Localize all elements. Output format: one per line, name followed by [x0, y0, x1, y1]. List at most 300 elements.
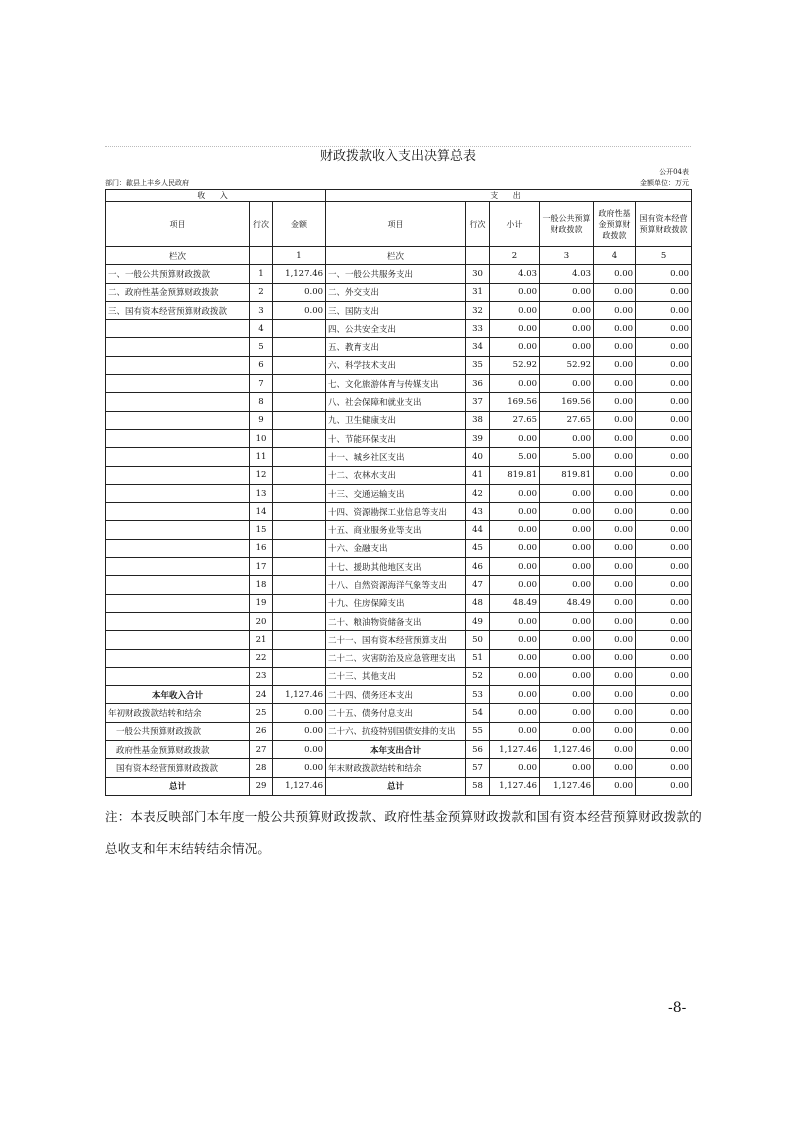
subtotal-cell: 1,127.46 — [490, 777, 540, 795]
expense-line-cell: 55 — [466, 722, 490, 740]
expense-line-cell: 57 — [466, 759, 490, 777]
general-budget-cell: 1,127.46 — [540, 741, 594, 759]
general-budget-cell: 169.56 — [540, 393, 594, 411]
expense-item-cell: 十九、住房保障支出 — [326, 594, 466, 612]
subtotal-cell: 819.81 — [490, 466, 540, 484]
subtotal-cell: 0.00 — [490, 429, 540, 447]
general-budget-cell: 0.00 — [540, 301, 594, 319]
column-header-row — [106, 202, 692, 247]
col-label-expense: 栏次 — [326, 247, 466, 265]
expense-item-cell: 总计 — [326, 777, 466, 795]
table-row — [106, 704, 692, 722]
income-line-cell: 5 — [250, 338, 273, 356]
income-amount-cell: 0.00 — [273, 704, 326, 722]
gov-fund-cell: 0.00 — [594, 356, 636, 374]
expense-line-cell: 51 — [466, 649, 490, 667]
income-amount-cell — [273, 631, 326, 649]
expense-item-cell: 十五、商业服务业等支出 — [326, 521, 466, 539]
header-income-item: 项目 — [106, 202, 250, 247]
general-budget-cell: 0.00 — [540, 576, 594, 594]
report-sheet — [105, 146, 691, 796]
general-budget-cell: 0.00 — [540, 612, 594, 630]
subtotal-cell: 0.00 — [490, 704, 540, 722]
general-budget-cell: 0.00 — [540, 338, 594, 356]
soe-budget-cell: 0.00 — [636, 722, 692, 740]
income-item-cell — [106, 631, 250, 649]
income-amount-cell — [273, 594, 326, 612]
table-row — [106, 484, 692, 502]
soe-budget-cell: 0.00 — [636, 338, 692, 356]
expense-line-cell: 30 — [466, 265, 490, 283]
gov-fund-cell: 0.00 — [594, 777, 636, 795]
header-expense-line: 行次 — [466, 202, 490, 247]
expense-line-cell: 45 — [466, 539, 490, 557]
col-number-2: 2 — [490, 247, 540, 265]
income-amount-cell — [273, 466, 326, 484]
general-budget-cell: 0.00 — [540, 539, 594, 557]
income-line-cell: 16 — [250, 539, 273, 557]
expense-line-cell: 42 — [466, 484, 490, 502]
income-line-cell: 14 — [250, 503, 273, 521]
soe-budget-cell: 0.00 — [636, 503, 692, 521]
header-expense-item: 项目 — [326, 202, 466, 247]
expense-item-cell: 二十一、国有资本经营预算支出 — [326, 631, 466, 649]
soe-budget-cell: 0.00 — [636, 686, 692, 704]
income-item-cell — [106, 393, 250, 411]
income-line-cell: 20 — [250, 612, 273, 630]
gov-fund-cell: 0.00 — [594, 759, 636, 777]
income-line-cell: 18 — [250, 576, 273, 594]
soe-budget-cell: 0.00 — [636, 521, 692, 539]
table-row — [106, 741, 692, 759]
income-item-cell: 一般公共预算财政拨款 — [106, 722, 250, 740]
expense-item-cell: 二十六、抗疫特别国债安排的支出 — [326, 722, 466, 740]
gov-fund-cell: 0.00 — [594, 686, 636, 704]
income-item-cell — [106, 320, 250, 338]
header-gov-fund: 政府性基金预算财政拨款 — [594, 202, 636, 247]
income-item-cell — [106, 612, 250, 630]
table-row — [106, 558, 692, 576]
expense-item-cell: 三、国防支出 — [326, 301, 466, 319]
expense-line-cell: 48 — [466, 594, 490, 612]
soe-budget-cell: 0.00 — [636, 265, 692, 283]
subtotal-cell: 0.00 — [490, 612, 540, 630]
income-item-cell: 年初财政拨款结转和结余 — [106, 704, 250, 722]
income-amount-cell — [273, 667, 326, 685]
income-amount-cell: 0.00 — [273, 283, 326, 301]
income-line-cell: 19 — [250, 594, 273, 612]
header-income-amount: 金额 — [273, 202, 326, 247]
expense-line-cell: 31 — [466, 283, 490, 301]
expense-item-cell: 十七、援助其他地区支出 — [326, 558, 466, 576]
header-soe-budget: 国有资本经营预算财政拨款 — [636, 202, 692, 247]
general-budget-cell: 27.65 — [540, 411, 594, 429]
income-amount-cell — [273, 521, 326, 539]
general-budget-cell: 0.00 — [540, 631, 594, 649]
income-item-cell: 二、政府性基金预算财政拨款 — [106, 283, 250, 301]
expense-item-cell: 二十、粮油物资储备支出 — [326, 612, 466, 630]
income-amount-cell — [273, 375, 326, 393]
general-budget-cell: 4.03 — [540, 265, 594, 283]
general-budget-cell: 52.92 — [540, 356, 594, 374]
expense-line-cell: 47 — [466, 576, 490, 594]
gov-fund-cell: 0.00 — [594, 484, 636, 502]
table-row — [106, 686, 692, 704]
subtotal-cell: 0.00 — [490, 375, 540, 393]
income-item-cell — [106, 484, 250, 502]
income-line-cell: 21 — [250, 631, 273, 649]
expense-line-cell: 39 — [466, 429, 490, 447]
income-item-cell — [106, 503, 250, 521]
col-number-5: 5 — [636, 247, 692, 265]
income-item-cell — [106, 594, 250, 612]
expense-item-cell: 二十三、其他支出 — [326, 667, 466, 685]
expense-line-cell: 37 — [466, 393, 490, 411]
table-row — [106, 448, 692, 466]
soe-budget-cell: 0.00 — [636, 612, 692, 630]
income-amount-cell — [273, 356, 326, 374]
table-row — [106, 283, 692, 301]
expense-item-cell: 十、节能环保支出 — [326, 429, 466, 447]
expense-item-cell: 二十五、债务付息支出 — [326, 704, 466, 722]
gov-fund-cell: 0.00 — [594, 393, 636, 411]
expense-line-cell: 34 — [466, 338, 490, 356]
income-line-cell: 9 — [250, 411, 273, 429]
income-item-cell — [106, 356, 250, 374]
expense-line-cell: 56 — [466, 741, 490, 759]
general-budget-cell: 0.00 — [540, 759, 594, 777]
subtotal-cell: 27.65 — [490, 411, 540, 429]
gov-fund-cell: 0.00 — [594, 448, 636, 466]
expense-line-cell: 58 — [466, 777, 490, 795]
income-item-cell — [106, 448, 250, 466]
gov-fund-cell: 0.00 — [594, 631, 636, 649]
subtotal-cell: 0.00 — [490, 558, 540, 576]
subtotal-cell: 0.00 — [490, 649, 540, 667]
gov-fund-cell: 0.00 — [594, 741, 636, 759]
column-number-row — [106, 247, 692, 265]
income-line-cell: 25 — [250, 704, 273, 722]
soe-budget-cell: 0.00 — [636, 649, 692, 667]
income-amount-cell — [273, 393, 326, 411]
income-line-cell: 17 — [250, 558, 273, 576]
expense-item-cell: 二、外交支出 — [326, 283, 466, 301]
income-amount-cell — [273, 649, 326, 667]
expense-item-cell: 十三、交通运输支出 — [326, 484, 466, 502]
soe-budget-cell: 0.00 — [636, 558, 692, 576]
income-line-cell: 29 — [250, 777, 273, 795]
income-amount-cell: 0.00 — [273, 301, 326, 319]
header-general-budget: 一般公共预算财政拨款 — [540, 202, 594, 247]
general-budget-cell: 5.00 — [540, 448, 594, 466]
table-row — [106, 375, 692, 393]
general-budget-cell: 0.00 — [540, 429, 594, 447]
income-line-cell: 7 — [250, 375, 273, 393]
subtotal-cell: 52.92 — [490, 356, 540, 374]
col-blank — [466, 247, 490, 265]
expense-item-cell: 八、社会保障和就业支出 — [326, 393, 466, 411]
income-item-cell: 一、一般公共预算财政拨款 — [106, 265, 250, 283]
expense-line-cell: 43 — [466, 503, 490, 521]
table-row — [106, 594, 692, 612]
income-line-cell: 13 — [250, 484, 273, 502]
income-amount-cell — [273, 576, 326, 594]
soe-budget-cell: 0.00 — [636, 539, 692, 557]
gov-fund-cell: 0.00 — [594, 265, 636, 283]
expense-line-cell: 50 — [466, 631, 490, 649]
table-row — [106, 667, 692, 685]
table-row — [106, 393, 692, 411]
gov-fund-cell: 0.00 — [594, 320, 636, 338]
gov-fund-cell: 0.00 — [594, 612, 636, 630]
expense-item-cell: 五、教育支出 — [326, 338, 466, 356]
income-line-cell: 6 — [250, 356, 273, 374]
department-row — [105, 178, 691, 189]
gov-fund-cell: 0.00 — [594, 301, 636, 319]
gov-fund-cell: 0.00 — [594, 594, 636, 612]
expense-item-cell: 年末财政拨款结转和结余 — [326, 759, 466, 777]
income-amount-cell: 1,127.46 — [273, 265, 326, 283]
expense-item-cell: 四、公共安全支出 — [326, 320, 466, 338]
budget-table — [105, 189, 692, 796]
table-row — [106, 521, 692, 539]
col-number-3: 3 — [540, 247, 594, 265]
header-subtotal: 小计 — [490, 202, 540, 247]
expense-line-cell: 35 — [466, 356, 490, 374]
income-amount-cell: 1,127.46 — [273, 686, 326, 704]
gov-fund-cell: 0.00 — [594, 503, 636, 521]
expense-line-cell: 40 — [466, 448, 490, 466]
gov-fund-cell: 0.00 — [594, 466, 636, 484]
gov-fund-cell: 0.00 — [594, 667, 636, 685]
table-row — [106, 759, 692, 777]
soe-budget-cell: 0.00 — [636, 301, 692, 319]
table-row — [106, 338, 692, 356]
gov-fund-cell: 0.00 — [594, 704, 636, 722]
expense-line-cell: 33 — [466, 320, 490, 338]
general-budget-cell: 1,127.46 — [540, 777, 594, 795]
form-number: 公开04表 — [659, 168, 689, 176]
expense-item-cell: 七、文化旅游体育与传媒支出 — [326, 375, 466, 393]
subtotal-cell: 1,127.46 — [490, 741, 540, 759]
subtotal-cell: 4.03 — [490, 265, 540, 283]
gov-fund-cell: 0.00 — [594, 411, 636, 429]
soe-budget-cell: 0.00 — [636, 356, 692, 374]
income-line-cell: 27 — [250, 741, 273, 759]
gov-fund-cell: 0.00 — [594, 429, 636, 447]
table-row — [106, 429, 692, 447]
income-line-cell: 3 — [250, 301, 273, 319]
expense-line-cell: 46 — [466, 558, 490, 576]
soe-budget-cell: 0.00 — [636, 741, 692, 759]
general-budget-cell: 0.00 — [540, 484, 594, 502]
income-item-cell: 本年收入合计 — [106, 686, 250, 704]
expense-item-cell: 二十二、灾害防治及应急管理支出 — [326, 649, 466, 667]
gov-fund-cell: 0.00 — [594, 576, 636, 594]
soe-budget-cell: 0.00 — [636, 759, 692, 777]
soe-budget-cell: 0.00 — [636, 777, 692, 795]
subtotal-cell: 0.00 — [490, 301, 540, 319]
income-amount-cell: 0.00 — [273, 759, 326, 777]
expense-item-cell: 十八、自然资源海洋气象等支出 — [326, 576, 466, 594]
general-budget-cell: 819.81 — [540, 466, 594, 484]
income-line-cell: 8 — [250, 393, 273, 411]
gov-fund-cell: 0.00 — [594, 338, 636, 356]
soe-budget-cell: 0.00 — [636, 393, 692, 411]
general-budget-cell: 0.00 — [540, 649, 594, 667]
header-income-line: 行次 — [250, 202, 273, 247]
table-row — [106, 503, 692, 521]
income-line-cell: 24 — [250, 686, 273, 704]
general-budget-cell: 0.00 — [540, 722, 594, 740]
table-row — [106, 722, 692, 740]
soe-budget-cell: 0.00 — [636, 466, 692, 484]
table-row — [106, 539, 692, 557]
soe-budget-cell: 0.00 — [636, 375, 692, 393]
income-item-cell — [106, 429, 250, 447]
income-amount-cell — [273, 338, 326, 356]
income-line-cell: 4 — [250, 320, 273, 338]
gov-fund-cell: 0.00 — [594, 375, 636, 393]
income-amount-cell — [273, 484, 326, 502]
table-row — [106, 466, 692, 484]
general-budget-cell: 0.00 — [540, 320, 594, 338]
subtotal-cell: 48.49 — [490, 594, 540, 612]
table-row — [106, 777, 692, 795]
expense-line-cell: 49 — [466, 612, 490, 630]
expense-section-header: 支 出 — [326, 190, 692, 202]
department-label: 部门：歙县上丰乡人民政府 — [105, 179, 189, 187]
section-header-row — [106, 190, 692, 202]
expense-item-cell: 十二、农林水支出 — [326, 466, 466, 484]
income-line-cell: 2 — [250, 283, 273, 301]
subtotal-cell: 169.56 — [490, 393, 540, 411]
table-row — [106, 356, 692, 374]
income-line-cell: 26 — [250, 722, 273, 740]
soe-budget-cell: 0.00 — [636, 484, 692, 502]
subtotal-cell: 0.00 — [490, 320, 540, 338]
expense-item-cell: 一、一般公共服务支出 — [326, 265, 466, 283]
gov-fund-cell: 0.00 — [594, 283, 636, 301]
income-line-cell: 28 — [250, 759, 273, 777]
gov-fund-cell: 0.00 — [594, 539, 636, 557]
expense-line-cell: 41 — [466, 466, 490, 484]
subtotal-cell: 0.00 — [490, 686, 540, 704]
soe-budget-cell: 0.00 — [636, 704, 692, 722]
soe-budget-cell: 0.00 — [636, 429, 692, 447]
gov-fund-cell: 0.00 — [594, 521, 636, 539]
income-line-cell: 22 — [250, 649, 273, 667]
income-line-cell: 11 — [250, 448, 273, 466]
income-amount-cell — [273, 448, 326, 466]
income-item-cell — [106, 466, 250, 484]
subtotal-cell: 5.00 — [490, 448, 540, 466]
income-amount-cell — [273, 539, 326, 557]
income-item-cell: 三、国有资本经营预算财政拨款 — [106, 301, 250, 319]
general-budget-cell: 0.00 — [540, 667, 594, 685]
expense-item-cell: 本年支出合计 — [326, 741, 466, 759]
income-amount-cell — [273, 429, 326, 447]
subtotal-cell: 0.00 — [490, 539, 540, 557]
income-item-cell — [106, 667, 250, 685]
soe-budget-cell: 0.00 — [636, 576, 692, 594]
subtotal-cell: 0.00 — [490, 631, 540, 649]
income-item-cell — [106, 375, 250, 393]
subtotal-cell: 0.00 — [490, 484, 540, 502]
expense-item-cell: 九、卫生健康支出 — [326, 411, 466, 429]
subtotal-cell: 0.00 — [490, 503, 540, 521]
income-line-cell: 15 — [250, 521, 273, 539]
col-label-income: 栏次 — [106, 247, 250, 265]
income-item-cell: 总计 — [106, 777, 250, 795]
expense-item-cell: 十一、城乡社区支出 — [326, 448, 466, 466]
expense-line-cell: 38 — [466, 411, 490, 429]
expense-line-cell: 36 — [466, 375, 490, 393]
table-note: 注：本表反映部门本年度一般公共预算财政拨款、政府性基金预算财政拨款和国有资本经营预算财政拨款的总收支和年末结转结余情况。 — [105, 809, 702, 856]
expense-item-cell: 十四、资源勘探工业信息等支出 — [326, 503, 466, 521]
general-budget-cell: 48.49 — [540, 594, 594, 612]
income-line-cell: 23 — [250, 667, 273, 685]
general-budget-cell: 0.00 — [540, 686, 594, 704]
income-item-cell — [106, 558, 250, 576]
income-item-cell — [106, 338, 250, 356]
general-budget-cell: 0.00 — [540, 704, 594, 722]
income-line-cell: 12 — [250, 466, 273, 484]
income-amount-cell — [273, 320, 326, 338]
subtotal-cell: 0.00 — [490, 283, 540, 301]
expense-item-cell: 二十四、债务还本支出 — [326, 686, 466, 704]
gov-fund-cell: 0.00 — [594, 558, 636, 576]
expense-item-cell: 十六、金融支出 — [326, 539, 466, 557]
table-row — [106, 265, 692, 283]
income-amount-cell: 0.00 — [273, 741, 326, 759]
expense-line-cell: 44 — [466, 521, 490, 539]
income-amount-cell — [273, 411, 326, 429]
table-row — [106, 411, 692, 429]
col-number-4: 4 — [594, 247, 636, 265]
table-row — [106, 576, 692, 594]
general-budget-cell: 0.00 — [540, 283, 594, 301]
soe-budget-cell: 0.00 — [636, 594, 692, 612]
income-amount-cell — [273, 612, 326, 630]
income-line-cell: 10 — [250, 429, 273, 447]
report-title: 财政拨款收入支出决算总表 — [105, 146, 691, 167]
income-line-cell: 1 — [250, 265, 273, 283]
soe-budget-cell: 0.00 — [636, 411, 692, 429]
income-amount-cell: 1,127.46 — [273, 777, 326, 795]
income-item-cell — [106, 521, 250, 539]
subtotal-cell: 0.00 — [490, 667, 540, 685]
general-budget-cell: 0.00 — [540, 503, 594, 521]
soe-budget-cell: 0.00 — [636, 448, 692, 466]
soe-budget-cell: 0.00 — [636, 320, 692, 338]
soe-budget-cell: 0.00 — [636, 667, 692, 685]
subtotal-cell: 0.00 — [490, 338, 540, 356]
income-item-cell — [106, 649, 250, 667]
income-item-cell: 国有资本经营预算财政拨款 — [106, 759, 250, 777]
subtotal-cell: 0.00 — [490, 521, 540, 539]
subtotal-cell: 0.00 — [490, 759, 540, 777]
income-amount-cell — [273, 558, 326, 576]
income-item-cell: 政府性基金预算财政拨款 — [106, 741, 250, 759]
table-row — [106, 649, 692, 667]
col-number-1: 1 — [273, 247, 326, 265]
subtotal-cell: 0.00 — [490, 722, 540, 740]
income-section-header: 收 入 — [106, 190, 326, 202]
gov-fund-cell: 0.00 — [594, 722, 636, 740]
gov-fund-cell: 0.00 — [594, 649, 636, 667]
expense-item-cell: 六、科学技术支出 — [326, 356, 466, 374]
